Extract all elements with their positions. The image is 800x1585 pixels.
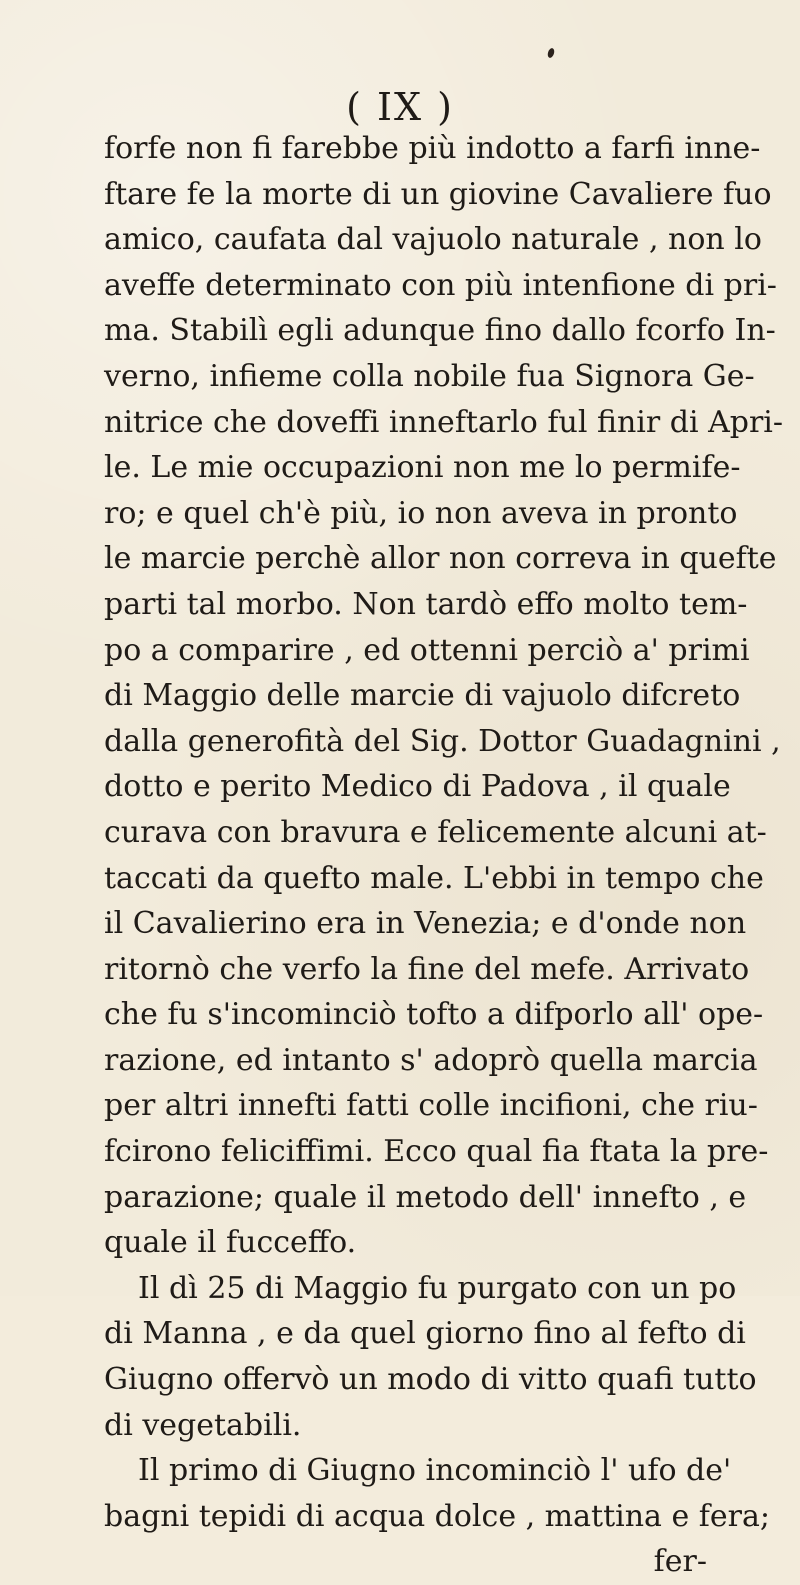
text-line: quale il fucceffo. [104,1225,357,1261]
text-line: verno, infieme colla nobile fua Signora Ge- [104,358,755,394]
text-line: ro; e quel ch'è più, io non aveva in pronto [104,495,738,531]
text-line: Giugno offervò un modo di vitto quafi tutto [104,1362,757,1398]
page-text [104,126,784,1580]
catchword: fer- [653,1544,707,1580]
text-line: per altri innefti fatti colle incifioni, che riu- [104,1088,758,1124]
text-line: le. Le mie occupazioni non me lo permife- [104,450,741,486]
page-number-header: ( IX ) [346,85,454,129]
text-line: forfe non fi farebbe più indotto a farfi inne- [104,131,761,166]
text-line: amico, caufata dal vajuolo naturale , non lo [104,222,762,258]
text-line: curava con bravura e felicemente alcuni at- [104,814,767,850]
text-line: dalla generofità del Sig. Dottor Guadagnini , [104,723,781,759]
text-line: razione, ed intanto s' adoprò quella marcia [104,1042,758,1078]
text-line: bagni tepidi di acqua dolce , mattina e fera; [104,1498,770,1534]
text-line: po a comparire , ed ottenni perciò a' primi [104,632,750,668]
text-line: taccati da quefto male. L'ebbi in tempo che [104,860,764,896]
text-line: di Maggio delle marcie di vajuolo difcreto [104,678,741,714]
text-line: le marcie perchè allor non correva in quefte [104,541,777,577]
text-line: il Cavalierino era in Venezia; e d'onde non [104,906,747,942]
text-line: ma. Stabilì egli adunque fino dallo fcorfo In- [104,313,776,349]
text-line: aveffe determinato con più intenfione di pri- [104,267,777,303]
text-line: Il primo di Giugno incominciò l' ufo de' [138,1453,732,1489]
text-line: di vegetabili. [104,1407,302,1443]
text-line: ritornò che verfo la fine del mefe. Arrivato [104,951,750,987]
text-line: Il dì 25 di Maggio fu purgato con un po [138,1270,737,1306]
ink-speck [547,47,556,58]
text-line: di Manna , e da quel giorno fino al fefto di [104,1316,746,1352]
text-line: parti tal morbo. Non tardò effo molto tem- [104,586,748,622]
text-line: fcirono feliciffimi. Ecco qual fia ftata la pre- [104,1134,769,1170]
text-line: nitrice che doveffi inneftarlo ful finir di Apri- [104,404,784,440]
text-line: ftare fe la morte di un giovine Cavaliere fuo [104,176,772,212]
text-line: che fu s'incominciò tofto a difporlo all' ope- [104,997,764,1033]
text-line: parazione; quale il metodo dell' innefto , e [104,1179,747,1215]
text-line: dotto e perito Medico di Padova , il quale [104,769,731,805]
